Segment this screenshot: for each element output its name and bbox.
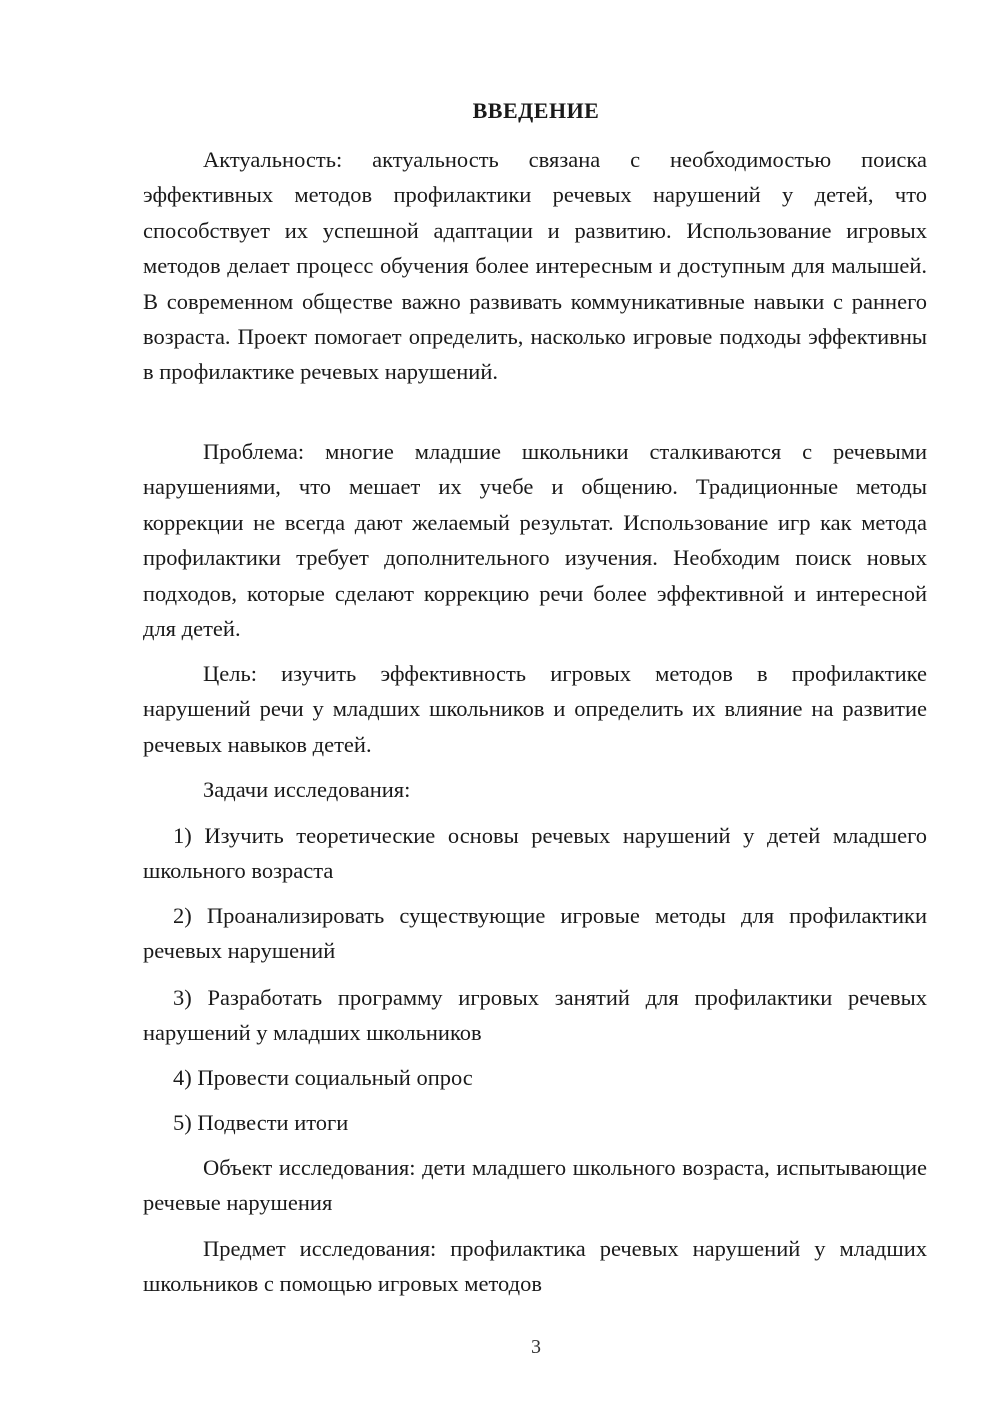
page-title: ВВЕДЕНИЕ — [472, 98, 600, 123]
task-item-3: 3) Разработать программу игровых занятий для профилактики речевых нарушений у младших школьников — [143, 985, 927, 1046]
paragraph-subject: Предмет исследования: профилактика речевых нарушений у младших школьников с помощью игровых методов — [143, 1236, 927, 1297]
paragraph-goal: Цель: изучить эффективность игровых методов в профилактике нарушений речи у младших школьников и определить их влияние на развитие речевых навыков детей. — [143, 661, 927, 757]
page-number: 3 — [531, 1336, 541, 1358]
paragraph-relevance: Актуальность: актуальность связана с необходимостью поиска эффективных методов профилактики речевых нарушений у детей, что способствует их успешной адаптации и развитию. Использование игровых методов делает процесс обучения более интересным и доступным для малышей. В современном обществе важно развивать коммуникативные навыки с раннего возраста. Проект помогает определить, насколько игровые подходы эффективны в профилактике речевых нарушений. — [143, 147, 927, 385]
task-item-5: 5) Подвести итоги — [173, 1110, 349, 1135]
task-item-4: 4) Провести социальный опрос — [173, 1065, 473, 1090]
task-item-2: 2) Проанализировать существующие игровые методы для профилактики речевых нарушений — [143, 903, 927, 964]
paragraph-object: Объект исследования: дети младшего школьного возраста, испытывающие речевые нарушения — [143, 1155, 927, 1216]
task-item-1: 1) Изучить теоретические основы речевых нарушений у детей младшего школьного возраста — [143, 823, 927, 884]
paragraph-problem: Проблема: многие младшие школьники сталкиваются с речевыми нарушениями, что мешает их учебе и общению. Традиционные методы коррекции не всегда дают желаемый результат. Использование игр как метода профилактики требует дополнительного изучения. Необходим поиск новых подходов, которые сделают коррекцию речи более эффективной и интересной для детей. — [143, 439, 927, 642]
tasks-heading: Задачи исследования: — [203, 777, 411, 802]
